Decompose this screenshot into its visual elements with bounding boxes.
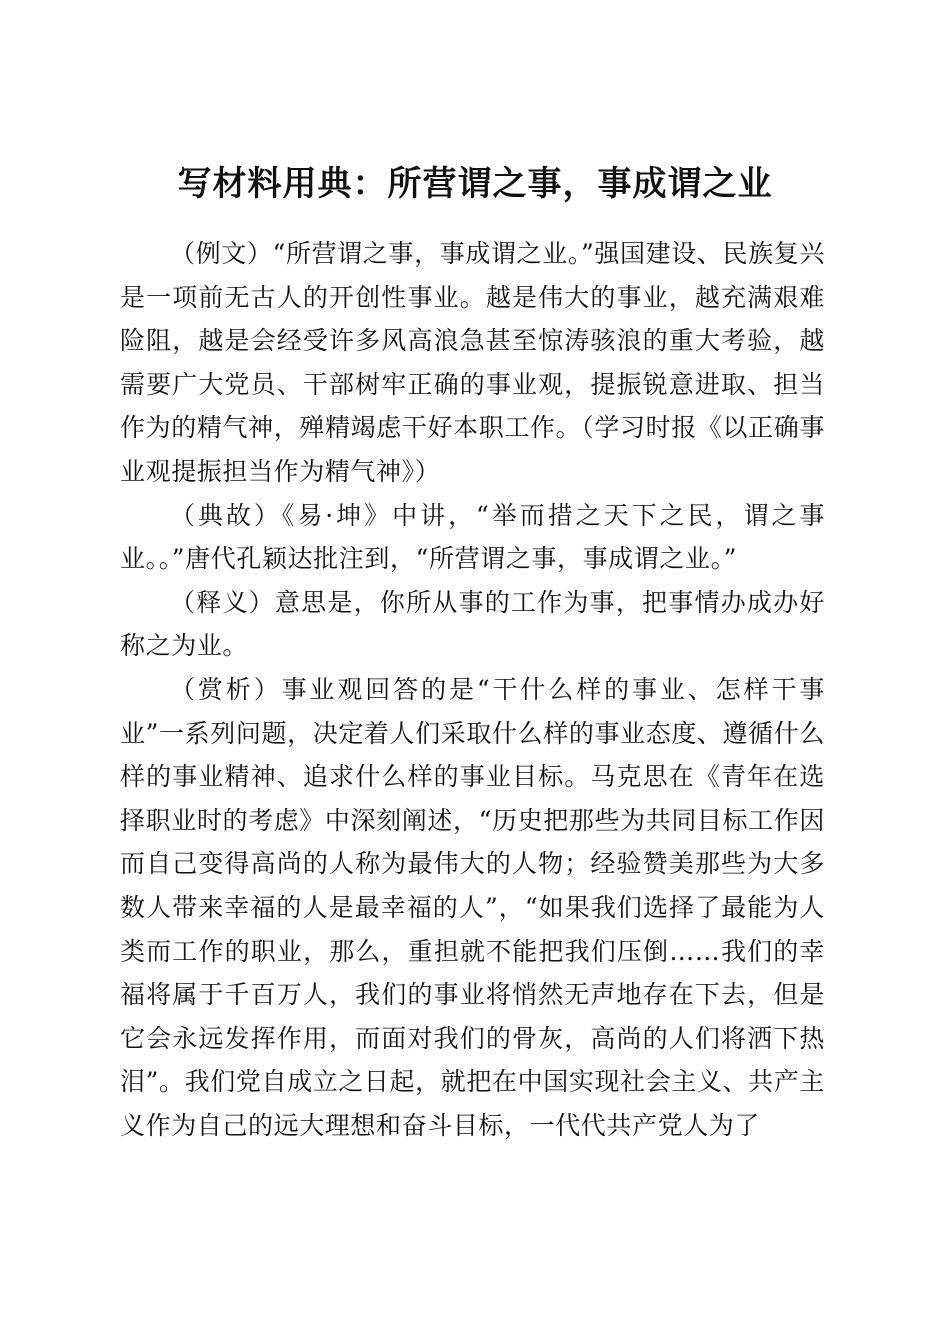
document-body [120,232,825,1147]
paragraph-example: （例文）“所营谓之事，事成谓之业。”强国建设、民族复兴是一项前无古人的开创性事业。越是伟大的事业，越充满艰难险阻，越是会经受许多风高浪急甚至惊涛骇浪的重大考验，越需要广大党员、干部树牢正确的事业观，提振锐意进取、担当作为的精气神，殚精竭虑干好本职工作。（学习时报《以正确事业观提振担当作为精气神》） [120,239,825,486]
paragraph-interpretation: （释义）意思是，你所从事的工作为事，把事情办成办好称之为业。 [120,587,825,661]
paragraph-allusion: （典故）《易·坤》中讲，“举而措之天下之民，谓之事业。。”唐代孔颖达批注到，“所营谓之事，事成谓之业。” [120,500,825,574]
paragraph-appreciation: （赏析）事业观回答的是“干什么样的事业、怎样干事业”一系列问题，决定着人们采取什么样的事业态度、遵循什么样的事业精神、追求什么样的事业目标。马克思在《青年在选择职业时的考虑》中深刻阐述，“历史把那些为共同目标工作因而自己变得高尚的人称为最伟大的人物；经验赞美那些为大多数人带来幸福的人是最幸福的人”，“如果我们选择了最能为人类而工作的职业，那么，重担就不能把我们压倒……我们的幸福将属于千百万人，我们的事业将悄然无声地存在下去，但是它会永远发挥作用，而面对我们的骨灰，高尚的人们将洒下热泪”。我们党自成立之日起，就把在中国实现社会主义、共产主义作为自己的远大理想和奋斗目标，一代代共产党人为了 [120,674,825,1140]
document-title: 写材料用典：所营谓之事，事成谓之业 [177,163,773,204]
